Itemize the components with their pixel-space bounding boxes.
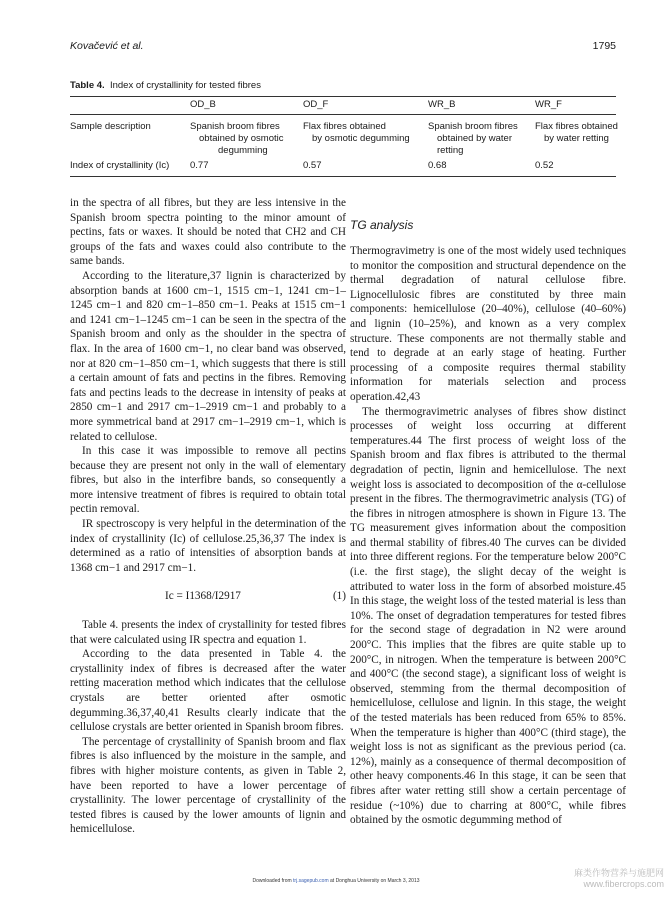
cell-desc-wrb: Spanish broom fibres obtained by water retting <box>428 121 518 156</box>
row-label-sample-description: Sample description <box>70 121 151 132</box>
footer-link[interactable]: trj.sagepub.com <box>293 878 329 884</box>
table-label: Table 4. <box>70 80 105 91</box>
table-bottom-rule <box>70 176 616 177</box>
right-text-column <box>350 218 626 828</box>
cell-ic-odf: 0.57 <box>303 160 322 171</box>
col-header-wrb: WR_B <box>428 99 456 110</box>
cell-desc-wrf: Flax fibres obtained by water retting <box>535 121 618 144</box>
table-caption <box>70 80 261 91</box>
paragraph: in the spectra of all fibres, but they are less intensive in the Spanish broom spectra pointing to the minor amount of pectins, fats or waxes. It should be noted that CH2 and CH groups of the fats and waxes could also contribute to the same bands. <box>70 197 346 268</box>
equation-number: (1) <box>332 590 346 603</box>
paragraph: The percentage of crystallinity of Spanish broom and flax fibres is also influenced by the moisture in the sample, and fibres with higher moisture contents, as given in Table 2, have been reported to have a lower percentage of crystallinity. The lower percentage of crystallinity of the tested fibres is caused by the lower amounts of lignin and hemicellulose. <box>70 735 346 836</box>
watermark-line-1: 麻类作物营养与施肥网 <box>573 868 664 878</box>
paragraph: According to the literature,37 lignin is characterized by absorption bands at 1600 cm−1, 1515 cm−1, 1241 cm−1–1245 cm−1 and 820 cm−1–850 cm−1. Peaks at 1515 cm−1 and 1241 cm−1–1245 cm−1 can be seen in the spectra of the Spanish broom and only as the shoulder in the spectra of flax. In the area of 1600 cm−1, no clear band was observed, nor at 820 cm−1–850 cm−1, which suggests that there is still a certain amount of fats and pectins in the fibres. Removing fats and pectins leads to the decrease in intensity of peaks at 2850 cm−1 and 2917 cm−1–2919 cm−1 and probably to a more symmetrical band at 2917 cm−1–2919 cm−1, which is related to cellulose. <box>70 269 346 443</box>
col-header-wrf: WR_F <box>535 99 562 110</box>
page-number: 1795 <box>592 40 616 52</box>
paragraph: In this case it was impossible to remove all pectins because they are present not only in the wall of elementary fibres, but also in the interfibre bands, so consequently a more intensive treatment of fibres is required to obtain total pectin removal. <box>70 445 346 516</box>
col-header-odb: OD_B <box>190 99 216 110</box>
running-header-authors: Kovačević et al. <box>70 40 144 52</box>
watermark <box>574 868 664 890</box>
download-footer: Downloaded from trj.sagepub.com at Donghua University on March 3, 2013 <box>252 878 420 884</box>
cell-desc-odb: Spanish broom fibres obtained by osmotic degumming <box>190 121 284 156</box>
cell-ic-odb: 0.77 <box>190 160 209 171</box>
paragraph: Thermogravimetry is one of the most widely used techniques to monitor the composition and structural dependence on the thermal degradation of natural cellulose fibre. Lignocellulosic fibres are constituted by three main components: hemicellulose (20–40%), cellulose (40–60%) and lignin (10–25%), and known as a very complex structure. These components are not thermally stable and tend to degrade at an early stage of heating. Further processing of a composite requires thermal stability information for materials selection and process operation.42,43 <box>350 245 626 403</box>
table-title: Index of crystallinity for tested fibres <box>109 80 261 91</box>
equation-expression: Ic = I1368/I2917 <box>165 590 241 603</box>
left-text-column <box>70 196 346 837</box>
table-top-rule <box>70 96 616 97</box>
table-header-rule <box>70 114 616 115</box>
cell-desc-odf: Flax fibres obtained by osmotic degumming <box>303 121 410 144</box>
watermark-line-2: www.fibercrops.com <box>583 879 664 889</box>
col-header-odf: OD_F <box>303 99 329 110</box>
paragraph: Table 4. presents the index of crystallinity for tested fibres that were calculated using IR spectra and equation 1. <box>70 619 346 646</box>
paragraph: According to the data presented in Table 4. the crystallinity index of fibres is decreased after the water retting maceration method which indicates that the cellulose crystals are better oriented after osmotic degumming.36,37,40,41 Results clearly indicate that the cellulose crystals are better oriented in Spanish broom fibres. <box>70 648 346 734</box>
paragraph: The thermogravimetric analyses of fibres show distinct processes of weight loss occurring at different temperatures.44 The first process of weight loss of the Spanish broom and flax fibres is attributed to the thermal degradation of pectin, lignin and hemicellulose. The next weight loss is associated to decomposition of the α-cellulose present in the fibres. The thermogravimetric analysis (TG) of the fibres in nitrogen atmosphere is shown in Figure 13. The TG measurement gives information about the composition and thermal stability of fibres.40 The curves can be divided into three different regions. For the temperature below 200°C (i.e. the first stage), the slight decay of the weight is attributed to water loss in the form of absorbed moisture.45 In this stage, the weight loss of the tested material is less than 10%. The onset of degradation temperatures for tested fibres for the second stage of degradation in N2 were around 200°C. This implies that the fibres are quite stable up to 200°C, in nitrogen. When the temperature is between 200°C and 400°C (the second stage), a significant loss of weight is observed, stemming from the thermal decomposition of hemicellulose, cellulose and lignin. In this stage, the weight of the tested materials has been reduced from 65% to 85%. When the temperature is higher than 400°C (third stage), the weight loss is not as significant as the previous period (ca. 12%), mainly as a consequence of thermal decomposition of other heavy components.46 In this stage, it can be seen that fibres after water retting still show a certain percentage of residue (~10%) due to charring at 800°C, while fibres obtained by the osmotic degumming method of <box>350 405 626 827</box>
section-title-tg-analysis: TG analysis <box>350 218 414 232</box>
paragraph: IR spectroscopy is very helpful in the determination of the index of crystallinity (Ic) of cellulose.25,36,37 The index is determined as a ratio of intensities of absorption bands at 1368 cm−1 and 2917 cm−1. <box>70 518 346 574</box>
equation-1 <box>70 589 346 604</box>
cell-ic-wrb: 0.68 <box>428 160 447 171</box>
cell-ic-wrf: 0.52 <box>535 160 554 171</box>
row-label-crystallinity: Index of crystallinity (Ic) <box>70 160 170 171</box>
